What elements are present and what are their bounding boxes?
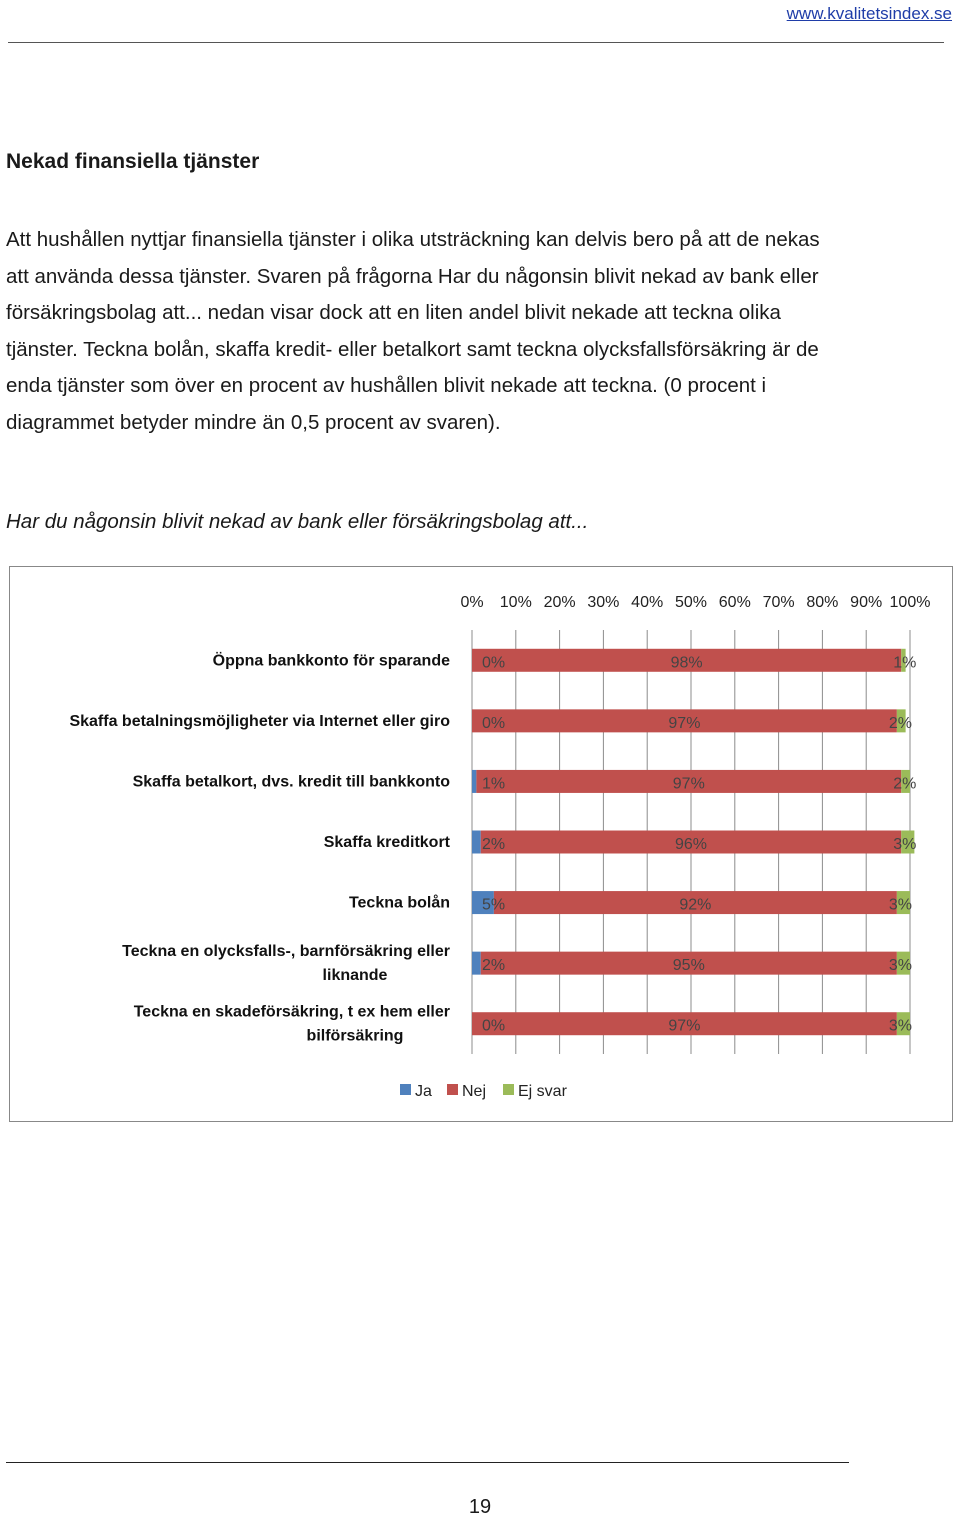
data-label-ja: 0% — [482, 1017, 506, 1035]
bar-segment-ja — [472, 831, 481, 854]
body-paragraph — [6, 222, 946, 441]
x-tick-label: 20% — [543, 594, 576, 611]
paragraph-line: enda tjänster som över en procent av hushållen blivit nekade att teckna. (0 procent i — [6, 374, 767, 397]
category-label: Teckna bolån — [348, 894, 450, 912]
data-label-ej-svar: 3% — [888, 896, 912, 914]
x-tick-label: 70% — [762, 594, 795, 611]
category-label: Skaffa betalningsmöjligheter via Internet eller giro — [69, 712, 450, 730]
chart-frame — [9, 566, 953, 1122]
paragraph-line: försäkringsbolag att... nedan visar dock att en liten andel blivit nekade att teckna olika — [6, 301, 781, 324]
data-label-nej: 95% — [672, 957, 705, 975]
data-label-ja: 2% — [482, 836, 506, 853]
data-label-nej: 96% — [674, 836, 708, 853]
paragraph-line: Att hushållen nyttjar finansiella tjänster i olika utsträckning kan delvis bero på att de nekas — [6, 228, 820, 251]
x-tick-label: 40% — [631, 594, 664, 611]
paragraph-line: tjänster. Teckna bolån, skaffa kredit- eller betalkort samt teckna olycksfallsförsäkring är de — [6, 337, 819, 361]
data-label-ej-svar: 1% — [893, 654, 917, 672]
data-label-nej: 98% — [670, 654, 703, 672]
x-tick-label: 80% — [806, 594, 839, 611]
data-label-ja: 0% — [482, 654, 506, 672]
category-label: Teckna en skadeförsäkring, t ex hem eller — [133, 1003, 450, 1021]
x-tick-label: 90% — [850, 594, 883, 611]
data-label-ej-svar: 3% — [893, 836, 917, 853]
x-tick-label: 30% — [587, 594, 620, 611]
paragraph-line: att använda dessa tjänster. Svaren på frågorna Har du någonsin blivit nekad av bank eller — [6, 264, 819, 288]
x-tick-label: 50% — [674, 594, 708, 611]
data-label-ja: 1% — [482, 775, 506, 793]
data-label-nej: 97% — [668, 714, 701, 732]
category-label: liknande — [322, 967, 388, 985]
page-number: 19 — [468, 1496, 492, 1518]
x-tick-label: 0% — [460, 594, 484, 611]
data-label-ej-svar: 2% — [888, 714, 912, 732]
paragraph-line: diagrammet betyder mindre än 0,5 procent av svaren). — [6, 410, 501, 434]
category-label: bilförsäkring — [306, 1027, 404, 1045]
data-label-ja: 0% — [482, 714, 506, 732]
data-label-ja: 5% — [482, 896, 506, 914]
bar-segment-ja — [472, 952, 481, 975]
website-link[interactable]: www.kvalitetsindex.se — [786, 4, 952, 23]
section-title: Nekad finansiella tjänster — [6, 150, 260, 173]
chart-heading: Har du någonsin blivit nekad av bank eller försäkringsbolag att... — [6, 510, 589, 533]
category-label: Teckna en olycksfalls-, barnförsäkring eller — [122, 943, 450, 961]
data-label-ja: 2% — [482, 957, 506, 975]
footer-divider — [6, 1462, 849, 1463]
x-tick-label: 100% — [889, 594, 931, 611]
data-label-ej-svar: 3% — [888, 957, 912, 975]
legend-label: Ej svar — [518, 1083, 567, 1100]
stacked-bar-chart — [10, 567, 952, 1121]
category-label: Skaffa kreditkort — [323, 834, 450, 851]
legend-label: Nej — [462, 1083, 487, 1100]
data-label-nej: 92% — [679, 896, 712, 914]
x-tick-label: 60% — [718, 594, 751, 611]
legend-swatch-ja — [400, 1084, 411, 1095]
data-label-ej-svar: 2% — [893, 775, 917, 793]
header-divider — [8, 42, 944, 43]
category-label: Öppna bankkonto för sparande — [212, 652, 450, 670]
legend-swatch-nej — [447, 1084, 458, 1095]
category-label: Skaffa betalkort, dvs. kredit till bankkonto — [132, 773, 450, 791]
x-tick-label: 10% — [499, 594, 532, 611]
legend-swatch-ej-svar — [503, 1084, 514, 1095]
data-label-nej: 97% — [672, 775, 705, 793]
bar-segment-ja — [472, 770, 476, 793]
legend-label: Ja — [415, 1083, 432, 1100]
data-label-ej-svar: 3% — [888, 1017, 912, 1035]
data-label-nej: 97% — [668, 1017, 701, 1035]
